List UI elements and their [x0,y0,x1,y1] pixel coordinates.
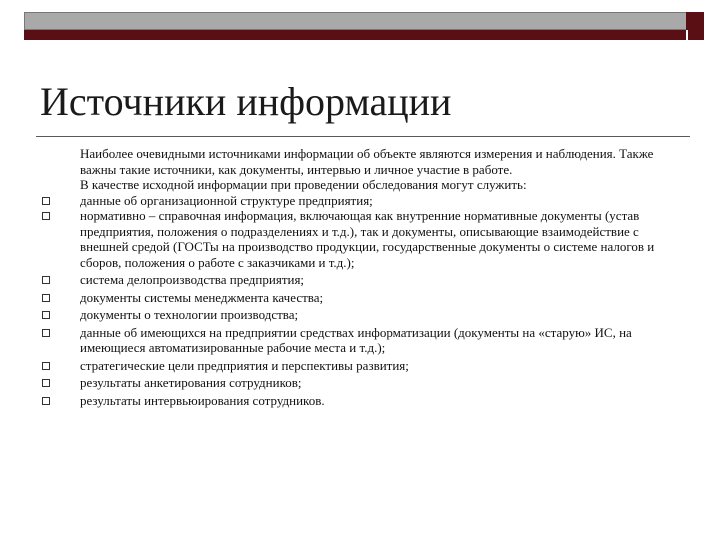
intro-paragraph [40,177,680,193]
slide-body [40,146,680,408]
header-bar-dark [24,30,688,40]
title-divider [36,136,690,137]
hollow-square-bullet-icon [42,397,50,405]
hollow-square-bullet-icon [42,362,50,370]
slide-title: Источники информации [40,79,452,124]
hollow-square-bullet-icon [42,197,50,205]
list-item [40,307,680,323]
list-item-text: данные об имеющихся на предприятии средствах информатизации (документы на «старую» ИС, на имеющиеся автоматизированные рабочие места и т.д.); [80,324,632,355]
list-item-text: нормативно – справочная информация, включающая как внутренние нормативные документы (устав предприятия, положения о подразделениях и т.д.), так и документы, описывающие взаимодействие с внешней средой (ГОСТы на производство продукции, государственные документы о системе налогов и сборов, положения о работе с заказчиками и т.д.); [80,208,655,270]
list-item-text: данные об организационной структуре предприятия; [80,192,373,208]
list-item [40,208,680,270]
intro-text-1: Наиболее очевидными источниками информации об объекте являются измерения и наблюдения. Также важны такие источники, как документы, интервью и личное участие в работе. [80,146,654,177]
list-item-text: документы системы менеджмента качества; [80,289,324,305]
list-item-text: стратегические цели предприятия и перспективы развития; [80,357,409,373]
list-item-text: результаты интервьюирования сотрудников. [80,392,325,408]
hollow-square-bullet-icon [42,294,50,302]
intro-text-2: В качестве исходной информации при проведении обследования могут служить: [80,177,527,192]
hollow-square-bullet-icon [42,311,50,319]
header-bar-gray [24,12,688,30]
list-item-text: документы о технологии производства; [80,307,299,322]
hollow-square-bullet-icon [42,329,50,337]
corner-square-lower [686,30,704,40]
list-item-text: система делопроизводства предприятия; [80,272,305,287]
hollow-square-bullet-icon [42,276,50,284]
list-item [40,393,680,409]
list-item [40,358,680,374]
list-item [40,325,680,356]
hollow-square-bullet-icon [42,212,50,220]
list-item [40,375,680,391]
list-item-text: результаты анкетирования сотрудников; [80,375,302,390]
list-item [40,272,680,288]
corner-square [686,12,704,30]
list-item [40,290,680,306]
sources-list [40,193,680,409]
list-item [40,193,680,209]
intro-paragraph [40,146,680,177]
hollow-square-bullet-icon [42,379,50,387]
